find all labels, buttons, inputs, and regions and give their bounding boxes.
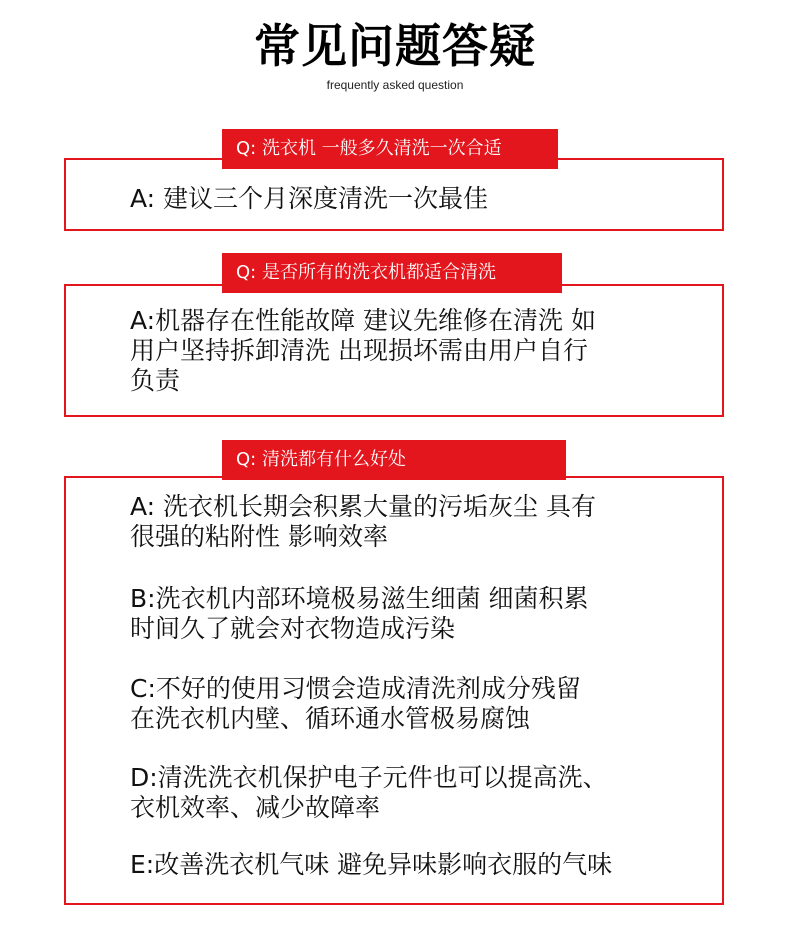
- answer-3b: B:洗衣机内部环境极易滋生细菌 细菌积累 时间久了就会对衣物造成污染: [130, 584, 589, 643]
- answer-3c: C:不好的使用习惯会造成清洗剂成分残留 在洗衣机内壁、循环通水管极易腐蚀: [130, 674, 581, 733]
- answer-1a: A: 建议三个月深度清洗一次最佳: [130, 184, 489, 213]
- question-tab-3: Q: 清洗都有什么好处: [222, 440, 566, 480]
- question-tab-1: Q: 洗衣机 一般多久清洗一次合适: [222, 129, 558, 169]
- page-subtitle: frequently asked question: [326, 78, 464, 92]
- answer-3a: A: 洗衣机长期会积累大量的污垢灰尘 具有 很强的粘附性 影响效率: [130, 492, 596, 551]
- answer-3d: D:清洗洗衣机保护电子元件也可以提高洗、 衣机效率、减少故障率: [130, 763, 608, 822]
- page-title: 常见问题答疑: [254, 19, 536, 73]
- answer-3e: E:改善洗衣机气味 避免异味影响衣服的气味: [130, 850, 613, 879]
- answer-2a: A:机器存在性能故障 建议先维修在清洗 如 用户坚持拆卸清洗 出现损坏需由用户自行 负责: [130, 306, 596, 395]
- question-tab-2: Q: 是否所有的洗衣机都适合清洗: [222, 253, 562, 293]
